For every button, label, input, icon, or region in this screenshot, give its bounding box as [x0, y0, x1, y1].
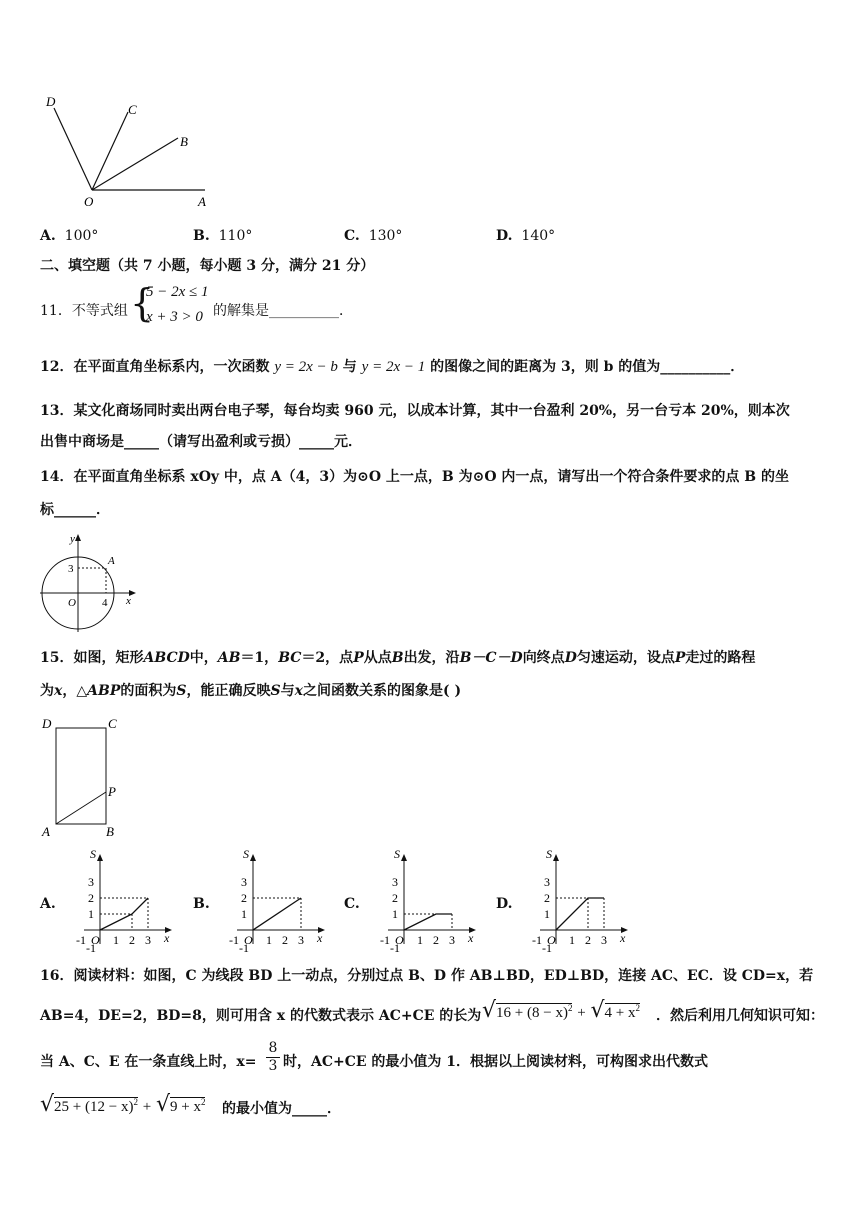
graph-option-key: A. — [40, 896, 56, 912]
y-tick-3: 3 — [544, 875, 550, 889]
circle-label-a: A — [108, 555, 115, 567]
circle-label-x: x — [126, 595, 131, 607]
circle-tick-4: 4 — [102, 597, 108, 609]
q11-ineq-2: x + 3 > 0 — [146, 309, 203, 325]
axis-label-x: x — [164, 931, 170, 945]
q13-line1: 13．某文化商场同时卖出两台电子琴，每台均卖 960 元，以成本计算，其中一台盈利 20%，另一台亏本 20%，则本次 — [40, 403, 790, 419]
x-tick-neg1: -1 — [76, 933, 86, 947]
y-tick-neg1: -1 — [542, 941, 552, 955]
y-tick-2: 2 — [392, 891, 398, 905]
y-arrow — [553, 854, 559, 861]
rect-label-c: C — [108, 716, 117, 731]
function-line — [404, 914, 452, 930]
y-tick-neg1: -1 — [239, 941, 249, 955]
x-tick-neg1: -1 — [380, 933, 390, 947]
x-tick-o: O — [395, 933, 404, 947]
y-tick-1: 1 — [241, 907, 247, 921]
rect-label-d: D — [42, 716, 52, 731]
axis-label-s: S — [394, 847, 400, 861]
function-line — [556, 898, 604, 930]
y-arrow — [97, 854, 103, 861]
q16-expr2: $√25 + (12 - x)^2 + √9 + x^2$ — [40, 1092, 206, 1117]
circle-figure — [40, 530, 140, 634]
graph-option-key: D. — [496, 896, 513, 912]
y-tick-2: 2 — [88, 891, 94, 905]
rect-label-b: B — [106, 824, 114, 839]
y-tick-3: 3 — [88, 875, 94, 889]
x-tick-1: 1 — [266, 933, 272, 947]
x-tick-o: O — [91, 933, 100, 947]
graph-svg — [520, 846, 626, 955]
y-tick-neg1: -1 — [390, 941, 400, 955]
label-O: O — [84, 194, 94, 209]
axis-label-x: x — [317, 931, 323, 945]
axis-label-x: x — [620, 931, 626, 945]
axis-label-x: x — [468, 931, 474, 945]
graph-option-key: B. — [193, 896, 210, 912]
graph-option-key: C. — [344, 896, 360, 912]
x-tick-1: 1 — [113, 933, 119, 947]
rect-label-a: A — [42, 824, 50, 839]
q14-line1: 14．在平面直角坐标系 xOy 中，点 A（4，3）为⊙O 上一点，B 为⊙O 内一点，请写出一个符合条件要求的点 B 的坐 — [40, 469, 790, 485]
x-tick-neg1: -1 — [229, 933, 239, 947]
label-C: C — [128, 102, 137, 117]
q13-line2: 出售中商场是_____（请写出盈利或亏损）_____元． — [40, 434, 362, 450]
q15-line2: 为x，△ABP的面积为S，能正确反映S与x之间函数关系的图象是( ) — [40, 683, 462, 699]
x-tick-2: 2 — [585, 933, 591, 947]
q12: 12．在平面直角坐标系内，一次函数 y = 2x − b 与 y = 2x − 1 的图像之间的距离为 3，则 b 的值为__________． — [40, 359, 745, 375]
q15-line1: 15．如图，矩形ABCD中，AB＝1，BC＝2，点P从点B出发，沿B－C－D向终点D匀速运动，设点P走过的路程 — [40, 650, 756, 666]
rectangle-figure — [38, 712, 138, 842]
x-tick-neg1: -1 — [532, 933, 542, 947]
y-tick-1: 1 — [88, 907, 94, 921]
y-tick-3: 3 — [392, 875, 398, 889]
q10-option-a: A. 100° — [40, 228, 99, 244]
x-tick-2: 2 — [433, 933, 439, 947]
graph-svg — [368, 846, 474, 955]
x-tick-3: 3 — [601, 933, 607, 947]
q11-brace: { — [130, 281, 155, 325]
x-tick-1: 1 — [569, 933, 575, 947]
q16-expr1: $√16 + (8 - x)^2 + √4 + x^2$ — [482, 998, 640, 1023]
angle-figure — [40, 92, 220, 210]
q10-option-d: D. 140° — [496, 228, 556, 244]
q16-line3-post: 时，AC+CE 的最小值为 1．根据以上阅读材料，可构图求出代数式 — [283, 1054, 709, 1070]
q16-line2: AB=4，DE=2，BD=8，则可用含 x 的代数式表示 AC+CE 的长为 — [40, 1008, 482, 1024]
y-tick-neg1: -1 — [86, 941, 96, 955]
y-tick-1: 1 — [392, 907, 398, 921]
y-arrow — [250, 854, 256, 861]
x-tick-3: 3 — [449, 933, 455, 947]
rect-label-p: P — [108, 784, 116, 799]
y-tick-2: 2 — [241, 891, 247, 905]
label-D: D — [46, 94, 56, 109]
y-tick-1: 1 — [544, 907, 550, 921]
q16-fraction: 8 3 — [266, 1040, 280, 1075]
y-tick-3: 3 — [241, 875, 247, 889]
x-tick-1: 1 — [417, 933, 423, 947]
label-A: A — [198, 194, 206, 209]
q11-ineq-1: 5 − 2x ≤ 1 — [146, 284, 209, 300]
axis-label-s: S — [243, 847, 249, 861]
q10-option-b: B. 110° — [193, 228, 253, 244]
q16-line3: 当 A、C、E 在一条直线上时，x= — [40, 1054, 257, 1070]
x-tick-3: 3 — [298, 933, 304, 947]
y-tick-2: 2 — [544, 891, 550, 905]
q16-line4: 的最小值为_____． — [222, 1101, 341, 1117]
q11-number: 11．不等式组 — [40, 303, 128, 319]
x-tick-3: 3 — [145, 933, 151, 947]
function-line — [253, 898, 301, 930]
q16-line1: 16．阅读材料：如图，C 为线段 BD 上一动点，分别过点 B、D 作 AB⊥BD，ED⊥BD，连接 AC、EC．设 CD=x，若 — [40, 968, 814, 984]
q10-option-c: C. 130° — [344, 228, 403, 244]
circle-label-o: O — [68, 597, 76, 609]
q11-text: 的解集是__________． — [213, 303, 353, 319]
circle-tick-3: 3 — [68, 563, 74, 575]
graph-svg — [217, 846, 323, 955]
label-B: B — [180, 134, 188, 149]
x-tick-o: O — [244, 933, 253, 947]
q16-line2-post: ．然后利用几何知识可知： — [656, 1008, 824, 1024]
axis-label-s: S — [90, 847, 96, 861]
x-tick-2: 2 — [129, 933, 135, 947]
circle-label-y: y — [70, 533, 75, 545]
section-title: 二、填空题（共 7 小题，每小题 3 分，满分 21 分） — [40, 258, 375, 274]
axis-label-s: S — [546, 847, 552, 861]
y-arrow — [401, 854, 407, 861]
q14-line2: 标______． — [40, 502, 110, 518]
graph-svg — [64, 846, 170, 955]
x-tick-o: O — [547, 933, 556, 947]
x-tick-2: 2 — [282, 933, 288, 947]
